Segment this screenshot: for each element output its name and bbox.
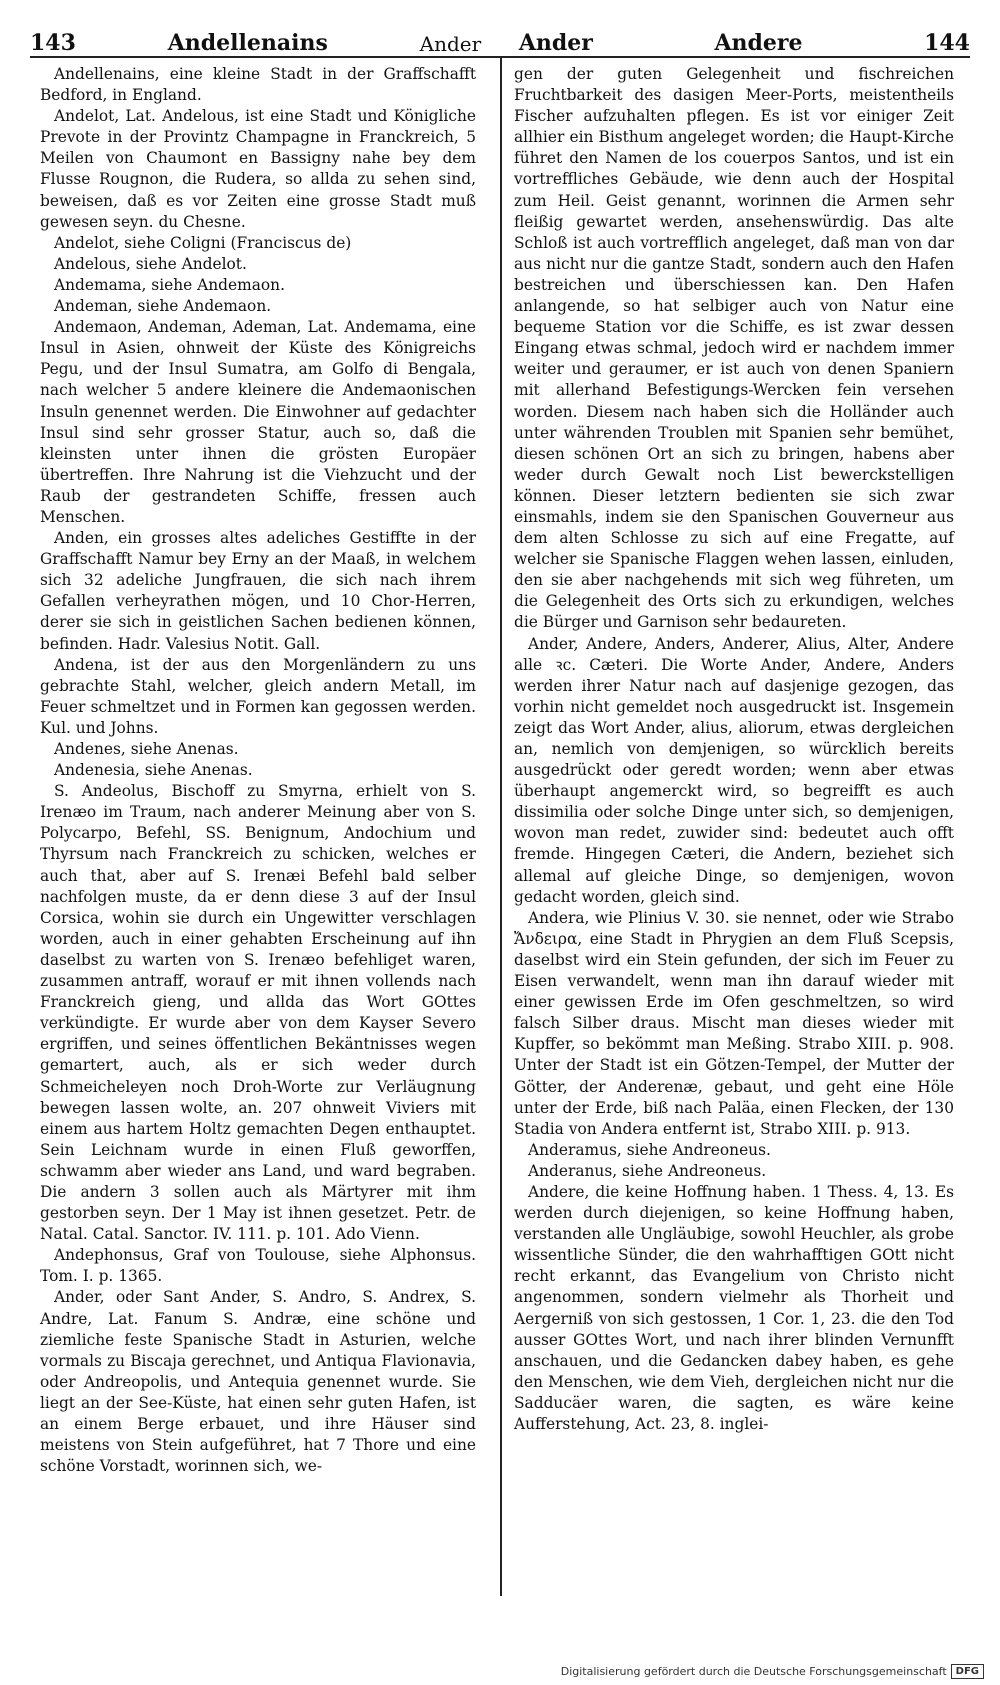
header-right <box>519 30 970 56</box>
entry-andemama: Andemama, siehe Andemaon. <box>54 275 285 294</box>
right-column <box>514 64 954 1435</box>
entry-ander-word: Ander, Andere, Anders, Anderer, Alius, Alter, Andere alle ꝛc. Cæteri. Die Worte Ander, Andere, Anders werden ihrer Natur nach auf dasjenige gezogen, das vorhin nicht gemeldet noch ausgedruckt ist. Insgemein zeigt das Wort Ander, alius, aliorum, etwas dergleichen an, nemlich von demjenigen, so würcklich bereits ausgedrückt oder geredt worden; wenn aber etwas überhaupt angemerckt wird, so begreifft es auch dissimilia oder solche Dinge unter sich, so demjenigen, wovon man redet, zuwider sind: bedeutet auch offt fremde. Hingegen Cæteri, die Andern, beziehet sich allemal auf gleiche Dinge, so demjenigen, wovon gedacht worden, gleich sind. <box>514 634 954 906</box>
entry-andeman: Andeman, siehe Andemaon. <box>54 297 272 316</box>
column-divider <box>500 56 502 1596</box>
header-left <box>30 30 481 56</box>
entry-anderamus: Anderamus, siehe Andreoneus. <box>528 1140 771 1159</box>
entry-anderanus: Anderanus, siehe Andreoneus. <box>528 1161 767 1180</box>
entry-andelous: Andelous, siehe Andelot. <box>54 254 247 273</box>
footer-text: Digitalisierung gefördert durch die Deutsche Forschungsgemeinschaft <box>560 1665 947 1678</box>
entry-anden: Anden, ein grosses altes adeliches Gestiffte in der Graffschafft Namur bey Erny an der Maaß, in welchem sich 32 adeliche Jungfrauen, die sich nach ihrem Gefallen verheyrathen mögen, und 10 Chor-Herren, derer sie sich in geistlichen Sachen bedienen können, befinden. Hadr. Valesius Notit. Gall. <box>40 529 476 653</box>
running-head-right: Ander <box>518 30 593 56</box>
entry-andephonsus: Andephonsus, Graf von Toulouse, siehe Alphonsus. Tom. I. p. 1365. <box>40 1246 476 1286</box>
keyword-left: Andellenains <box>167 30 328 56</box>
dfg-logo: DFG <box>951 1664 984 1679</box>
entry-andera: Andera, wie Plinius V. 30. sie nennet, oder wie Strabo Ἄνδειρα, eine Stadt in Phrygien an dem Fluß Scepsis, daselbst wird ein Stein gefunden, der sich im Feuer zu Eisen verwandelt, wenn man ihn darauf wieder mit einer gewissen Erde im Ofen geschmeltzen, so wird falsch Silber draus. Mischt man dieses wieder mit Kupffer, so bekömmt man Meßing. Strabo XIII. p. 908. Unter der Stadt ist ein Götzen-Tempel, der Mutter der Götter, der Anderenæ, gebaut, und geht eine Höle unter der Erde, biß nach Paläa, einen Flecken, der 130 Stadia von Andera entfernt ist, Strabo XIII. p. 913. <box>514 908 954 1138</box>
entry-andellenains: Andellenains, eine kleine Stadt in der Graffschafft Bedford, in England. <box>40 65 476 105</box>
entry-andelot-coligni: Andelot, siehe Coligni (Franciscus de) <box>54 233 352 252</box>
page-number-right: 144 <box>924 30 970 56</box>
page-number-left: 143 <box>30 30 76 56</box>
running-head-left: Ander <box>419 32 482 56</box>
entry-andere: Andere, die keine Hoffnung haben. 1 Thess. 4, 13. Es werden durch diejenigen, so keine Hoffnung haben, verstanden alle Ungläubige, sowohl Heuchler, als grobe wissentliche Sünder, die den wahrhafftigen GOtt nicht recht erkannt, das Evangelium von Christo nicht angenommen, sondern vielmehr als Thorheit und Aergerniß von sich gestossen, 1 Cor. 1, 23. die den Tod ausser GOttes Wort, und nach ihrer blinden Vernunfft anschauen, und die Gedancken dabey haben, es gehe den Menschen, wie dem Vieh, dergleichen nicht nur die Sadducäer waren, die sagten, es wäre keine Aufferstehung, Act. 23, 8. inglei- <box>514 1182 954 1433</box>
entry-andeolus: S. Andeolus, Bischoff zu Smyrna, erhielt von S. Irenæo im Traum, nach anderer Meinung aber von S. Polycarpo, Befehl, SS. Benignum, Andochium und Thyrsum nach Franckreich zu schicken, welches er auch that, aber auf S. Irenæi Befehl bald selber nachfolgen muste, da er denn diese 3 auf der Insul Corsica, wohin sie durch ein Ungewitter verschlagen worden, auch in einer gehabten Erscheinung auf ihn daselbst zu warten von S. Irenæo befehliget waren, zusammen antraff, worauf er mit ihnen vollends nach Franckreich gieng, und allda das Wort GOttes verkündigte. Er wurde aber von dem Kayser Severo ergriffen, und seines öffentlichen Bekäntnisses wegen gemartert, auch, als er sich weder durch Schmeicheleyen noch Droh-Worte zur Verläugnung bewegen lassen wolte, an. 207 ohnweit Viviers mit einem aus hartem Holtz gemachten Degen enthauptet. Sein Leichnam wurde in einen Fluß geworffen, schwamm aber wieder ans Land, und ward begraben. Die andern 3 sollen auch als Märtyrer mit ihm gestorben seyn. Der 1 May ist ihnen gesetzet. Petr. de Natal. Catal. Sanctor. IV. 111. p. 101. Ado Vienn. <box>40 782 476 1244</box>
entry-ander-city: Ander, oder Sant Ander, S. Andro, S. Andrex, S. Andre, Lat. Fanum S. Andræ, eine schöne und ziemliche feste Spanische Stadt in Asturien, welche vormals zu Biscaja gerechnet, und Antiqua Flavionavia, oder Andreopolis, und Antequia genennet wurde. Sie liegt an der See-Küste, hat einen sehr guten Hafen, ist an einem Berge erbauet, und ihre Häuser sind meistens von Stein aufgeführet, hat 7 Thore und eine schöne Vorstadt, worinnen sich, we- <box>40 1288 476 1476</box>
entry-andena: Andena, ist der aus den Morgenländern zu uns gebrachte Stahl, welcher, gleich andern Metall, im Feuer schmeltzet und in Formen kan gegossen werden. Kul. und Johns. <box>40 655 476 737</box>
digitization-footer <box>561 1664 984 1679</box>
left-column <box>40 64 476 1477</box>
entry-ander-continued: gen der guten Gelegenheit und fischreichen Fruchtbarkeit des dasigen Meer-Ports, meistentheils Fischer aufzuhalten pflegen. Es ist vor einiger Zeit allhier ein Bisthum angeleget worden; die Haupt-Kirche führet den Namen de los couerpos Santos, und ist ein vortreffliches Gebäude, wie denn auch der Hospital zum Heil. Geist genannt, worinnen die Armen sehr fleißig gewartet werden, ansehenswürdig. Das alte Schloß ist auch vortrefflich angeleget, daß man von dar aus nicht nur die gantze Stadt, sondern auch den Hafen bestreichen und überschiessen kan. Den Hafen anlangende, so hat selbiger auch von Natur eine bequeme Station vor die Schiffe, es ist zwar dessen Eingang etwas schmal, jedoch wird er nachdem immer weiter und geraumer, er ist auch von denen Spaniern mit allerhand Befestigungs-Wercken fein versehen worden. Diesem nach haben sich die Holländer auch unter währenden Troublen mit Spanien sehr bemühet, diesen schönen Ort an sich zu bringen, habens aber weder durch Gewalt noch List bewerckstelligen können. Dieser letztern bedienten sie sich zwar einsmahls, indem sie den Spanischen Gouverneur aus dem alten Schlosse zu sich auf eine Fregatte, auf welcher sie Spanische Flaggen wehen lassen, einluden, den sie aber nachgehends mit sich weg führeten, um die Gelegenheit des Orts sich zu erkundigen, welches die Bürger und Garnison sehr bedaureten. <box>514 65 954 632</box>
entry-andemaon: Andemaon, Andeman, Ademan, Lat. Andemama, eine Insul in Asien, ohnweit der Küste des Königreichs Pegu, und der Insul Sumatra, am Golfo di Bengala, nach welcher 5 andere kleinere die Andemaonischen Insuln genennet werden. Die Einwohner auf gedachter Insul sind sehr grosser Statur, auch so, daß die kleinsten unter ihnen die grösten Europäer übertreffen. Ihre Nahrung ist die Viehzucht und der Raub der gestrandeten Schiffe, fressen auch Menschen. <box>40 318 476 526</box>
keyword-right: Andere <box>714 30 803 56</box>
entry-andenes: Andenes, siehe Anenas. <box>54 740 239 758</box>
entry-andenesia: Andenesia, siehe Anenas. <box>54 761 253 780</box>
page-header <box>30 12 970 58</box>
entry-andelot: Andelot, Lat. Andelous, ist eine Stadt und Königliche Prevote in der Provintz Champagne in Franckreich, 5 Meilen von Chaumont en Bassigny nahe bey dem Flusse Rougnon, die Rudera, so allda zu sehen sind, beweisen, daß es vor Zeiten eine grosse Stadt muß gewesen seyn. du Chesne. <box>40 107 476 231</box>
